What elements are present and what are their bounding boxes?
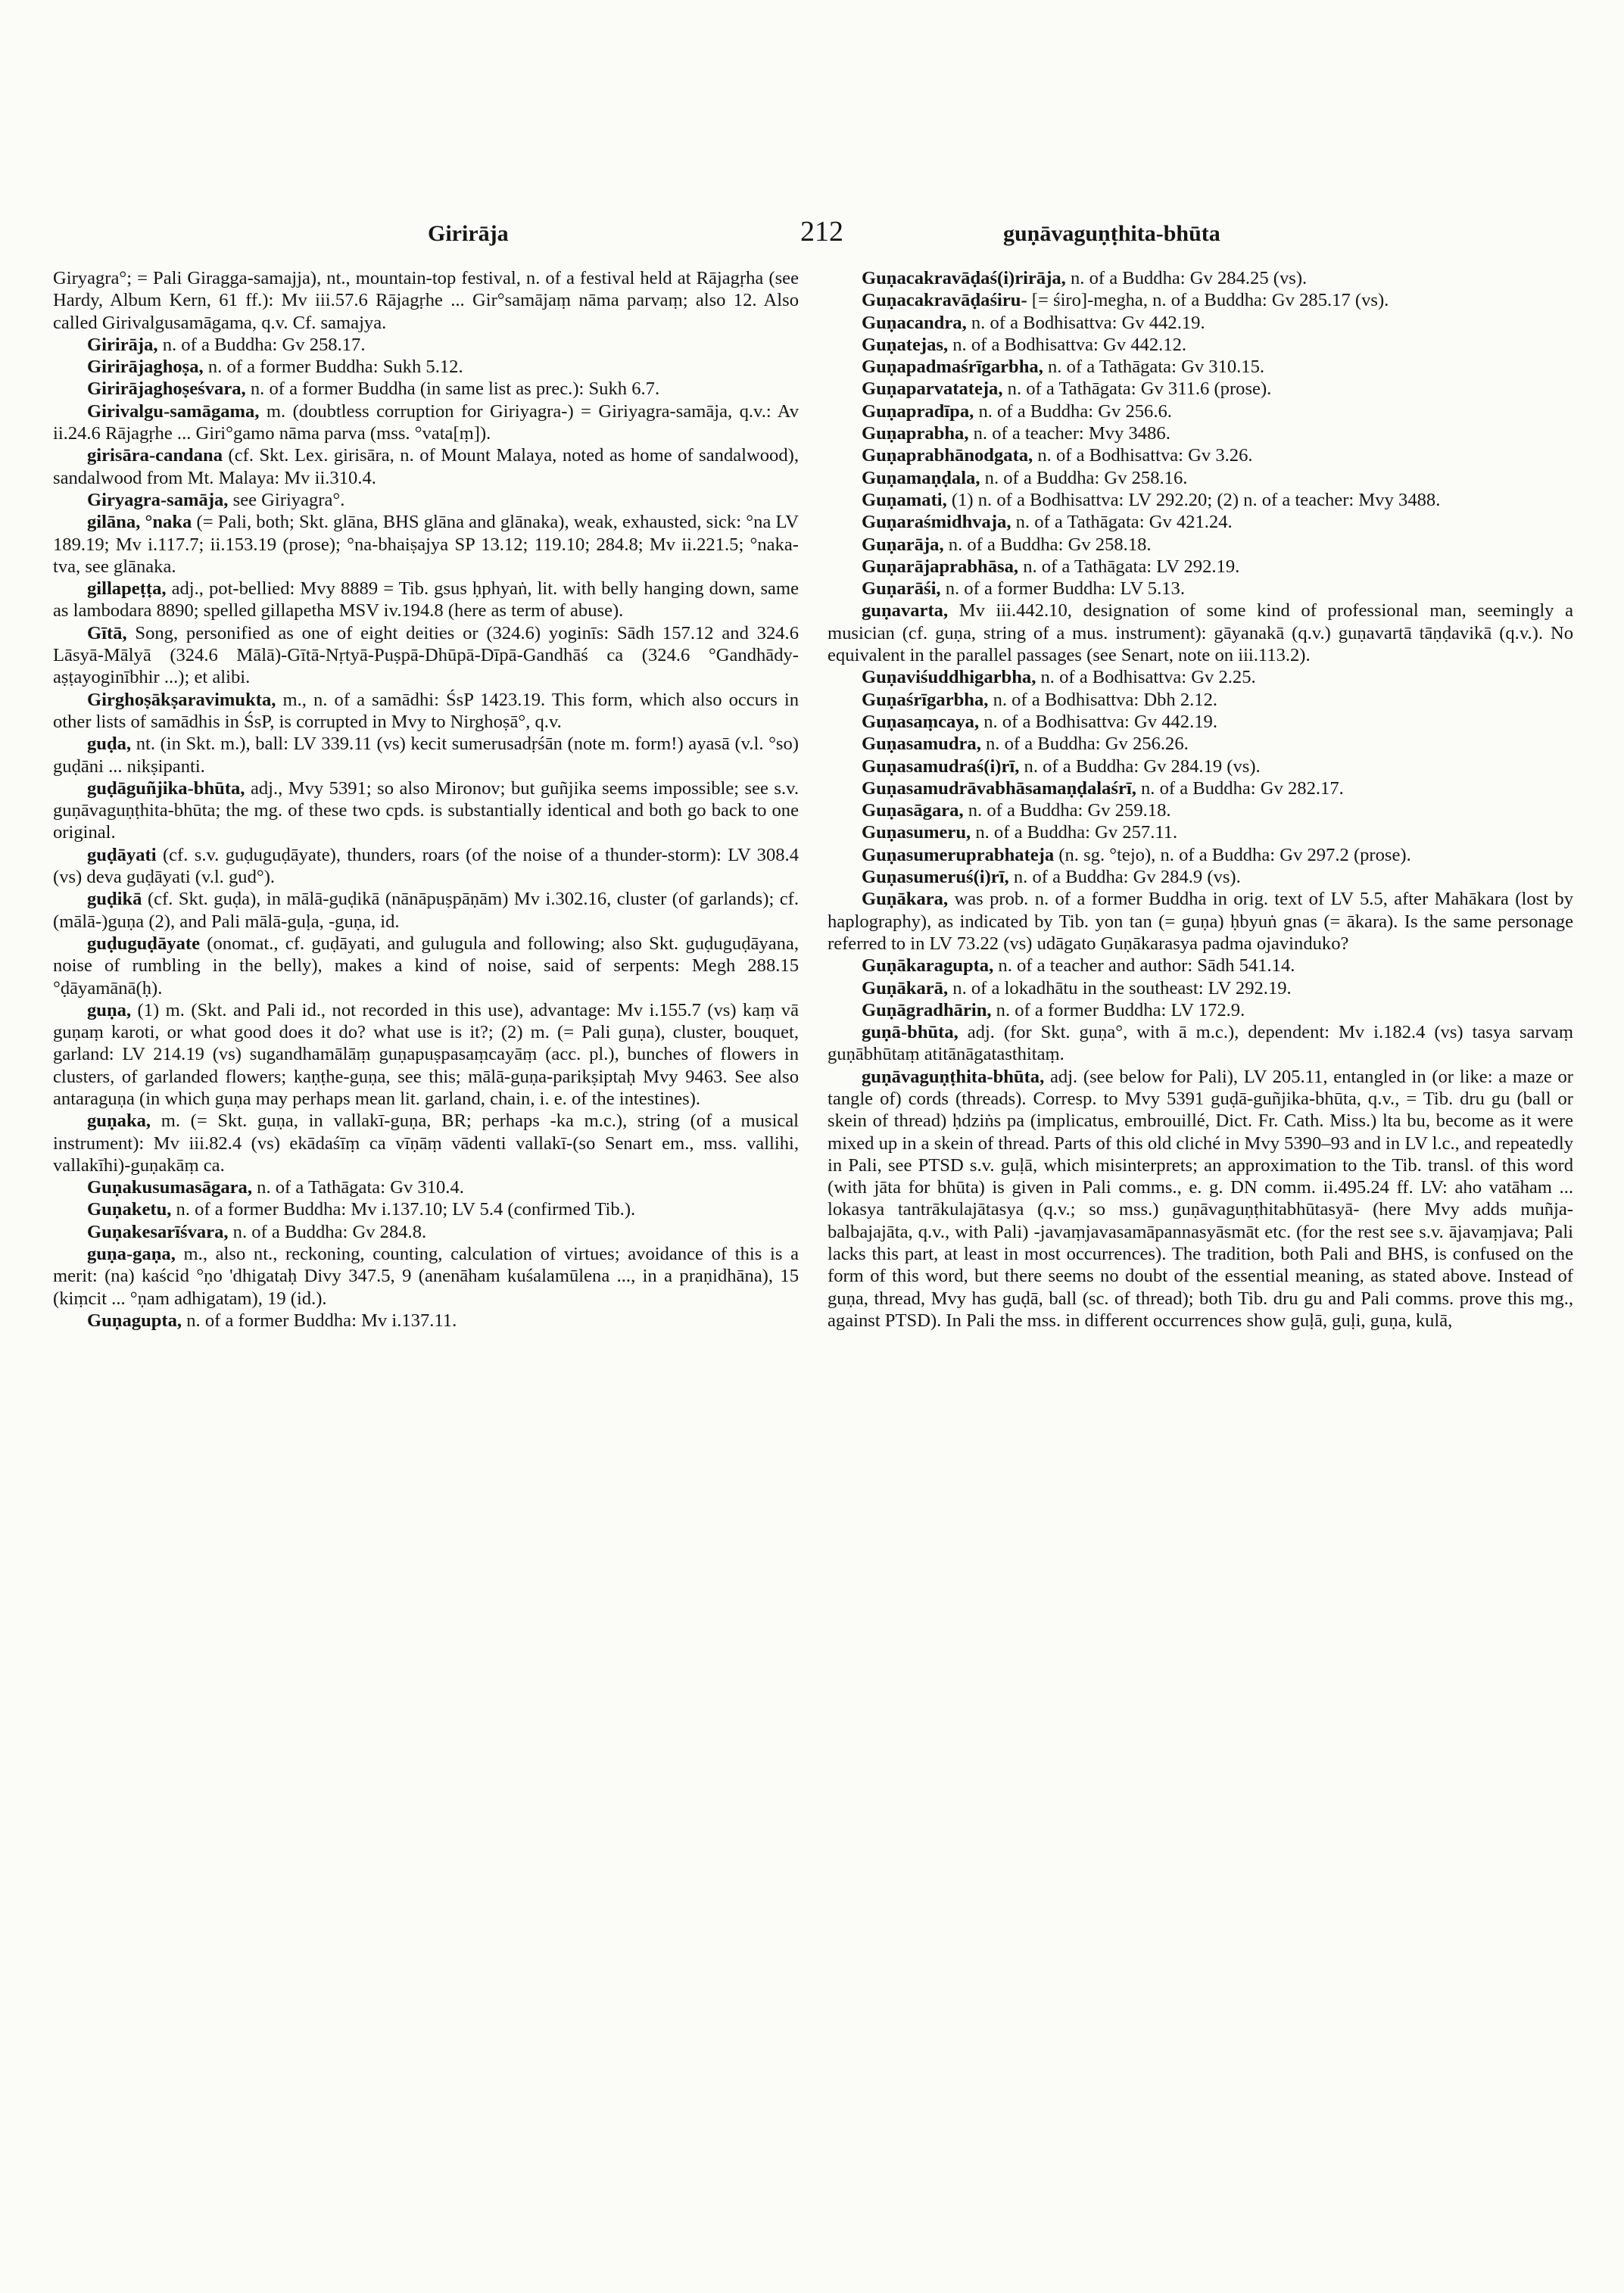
dictionary-entry [828,489,1573,511]
entry-headword: Guṇasāgara, [862,800,964,821]
dictionary-entry [828,821,1573,843]
entry-headword: guṇa, [87,999,132,1020]
entry-definition: n. of a Bodhisattva: Gv 442.19. [979,711,1217,732]
entry-headword: Guṇasamudra, [862,734,981,755]
entry-definition: nt. (in Skt. m.), ball: LV 339.11 (vs) kecit sumerusadṛśān (note m. form!) ayasā (v.l. °so) guḍāni ... nikṣipanti. [53,734,799,777]
entry-definition: adj., Mvy 5391; so also Mironov; but guñjika seems impossible; see s.v. guṇāvaguṇṭhita-bhūta; the mg. of these two cpds. is substantially identical and both go back to one original. [53,777,799,843]
entry-definition: adj., pot-bellied: Mvy 8889 = Tib. gsus ḥphyaṅ, lit. with belly hanging down, same as lambodara 8890; spelled gillapetha MSV iv.194.8 (here as term of abuse). [53,578,799,622]
entry-headword: Guṇaraśmidhvaja, [862,512,1011,533]
entry-headword: guḍāyati [87,844,157,865]
entry-definition: adj. (for Skt. guṇa°, with ā m.c.), dependent: Mv i.182.4 (vs) tasya sarvaṃ guṇābhūtaṃ atitānāgatasthitaṃ. [828,1022,1573,1065]
entry-headword: guḍāguñjika-bhūta, [87,777,245,799]
entry-definition: (cf. Skt. guḍa), in mālā-guḍikā (nānāpuṣpāṇām) Mv i.302.16, cluster (of garlands); cf. (mālā-)guṇa (2), and Pali mālā-guḷa, -guṇa, id. [53,889,799,932]
entry-definition: n. of a former Buddha: Sukh 5.12. [203,357,463,378]
entry-headword: guḍuguḍāyate [87,933,200,954]
entry-definition: n. of a Buddha: Gv 258.18. [943,534,1152,555]
entry-definition: n. of a Buddha: Gv 259.18. [963,800,1171,821]
entry-headword: Guṇasumeru, [862,822,971,843]
dictionary-entry [828,444,1573,466]
dictionary-entry [828,777,1573,799]
entry-definition: n. of a Buddha: Gv 258.16. [980,467,1188,488]
dictionary-entry [828,1066,1573,1332]
dictionary-entry [53,267,799,334]
right-guide-word: guṇāvaguṇṭhita-bhūta [1003,221,1220,246]
dictionary-entry [828,289,1573,311]
entry-headword: Guṇaprabha, [862,423,969,444]
entry-headword: Girirājaghoṣeśvara, [87,379,246,400]
entry-headword: Guṇamaṇḍala, [862,467,980,488]
dictionary-entry [828,467,1573,489]
entry-headword: Girirāja, [87,334,158,355]
entry-definition: n. of a Bodhisattva: Gv 442.12. [948,334,1187,355]
entry-headword: Gītā, [87,622,127,643]
entry-definition: n. of a lokadhātu in the southeast: LV 292.19. [948,977,1292,999]
entry-definition: (cf. Skt. Lex. girisāra, n. of Mount Malaya, noted as home of sandalwood), sandalwood from Mt. Malaya: Mv ii.310.4. [53,445,799,488]
entry-headword: guṇāvaguṇṭhita-bhūta, [862,1066,1045,1087]
dictionary-entry [53,1221,799,1243]
entry-headword: guṇa-gaṇa, [87,1244,176,1265]
entry-definition: n. of a Buddha: Gv 257.11. [971,822,1178,843]
dictionary-entry [828,866,1573,888]
entry-headword: Guṇasamudraś(i)rī, [862,756,1020,777]
entry-definition: n. of a Buddha: Gv 284.25 (vs). [1065,268,1308,288]
dictionary-entry [828,689,1573,711]
dictionary-entry [828,312,1573,334]
entry-definition: n. of a Buddha: Gv 284.9 (vs). [1008,867,1241,888]
entry-definition: n. of a Bodhisattva: Gv 2.25. [1036,667,1256,688]
entry-definition: (onomat., cf. guḍāyati, and gulugula and following; also Skt. guḍuguḍāyana, noise of rumbling in the belly), makes a kind of noise, said of serpents: Megh 288.15 °ḍāyamānā(ḥ). [53,933,799,999]
entry-headword: Guṇākarā, [862,977,949,999]
entry-headword: Guṇarāśi, [862,578,941,600]
entry-headword: Guṇākaragupta, [862,955,994,977]
dictionary-entry [828,534,1573,556]
entry-definition: (n. sg. °tejo), n. of a Buddha: Gv 297.2 (prose). [1054,844,1411,865]
dictionary-entry [828,666,1573,688]
entry-definition: n. of a Buddha: Gv 258.17. [157,334,366,355]
entry-definition: m. (= Skt. guṇa, in vallakī-guṇa, BR; perhaps -ka m.c.), string (of a musical instrument): Mv iii.82.4 (vs) ekādaśīṃ ca vīṇāṃ vādenti vallakī-(so Senart em., mss. vallihi, vallakīhi)-guṇakāṃ ca. [53,1111,799,1176]
entry-definition: was prob. n. of a former Buddha in orig. text of LV 5.5, after Mahākara (lost by haplography), as indicated by Tib. yon tan (= guṇa) ḥbyuṅ gnas (= ākara). Is the same personage referred to in LV 73.22 (vs) udāgato Guṇākarasya padma ojavinduko? [828,889,1573,954]
entry-definition: (= Pali, both; Skt. glāna, BHS glāna and glānaka), weak, exhausted, sick: °na LV 189.19; Mv i.117.7; ii.153.19 (prose); °na-bhaiṣajya SP 13.12; 119.10; 284.8; Mv ii.221.5; °naka-tva, see glānaka. [53,512,799,577]
dictionary-entry [828,799,1573,821]
dictionary-entry [828,267,1573,289]
entry-definition: see Giriyagra°. [228,489,345,510]
entry-headword: Guṇakesarīśvara, [87,1221,229,1242]
dictionary-entry [53,356,799,378]
entry-headword: Guṇaśrīgarbha, [862,689,989,710]
dictionary-entry [828,400,1573,422]
dictionary-entry [828,756,1573,777]
entry-headword: Guṇakusumasāgara, [87,1177,252,1198]
entry-headword: Guṇasumeruprabhateja [862,844,1055,865]
entry-definition: n. of a Tathāgata: Gv 310.15. [1043,357,1265,378]
entry-headword: Guṇaprabhānodgata, [862,445,1033,466]
entry-headword: Girghoṣākṣaravimukta, [87,689,276,710]
entry-definition: n. of a Buddha: Gv 256.6. [974,400,1172,422]
dictionary-entry [53,1176,799,1198]
entry-definition: m., n. of a samādhi: ŚsP 1423.19. This form, which also occurs in other lists of samādhis in ŚsP, is corrupted in Mvy to Nirghoṣā°, q.v. [53,689,799,732]
entry-headword: gillapeṭṭa, [87,578,167,600]
dictionary-entry [828,556,1573,578]
entry-headword: guḍikā [87,889,142,910]
entry-definition: n. of a Tathāgata: Gv 311.6 (prose). [1002,379,1272,400]
entry-headword: Guṇapradīpa, [862,400,974,422]
entry-definition: n. of a teacher: Mvy 3486. [968,423,1170,444]
dictionary-entry [53,1198,799,1220]
entry-definition: n. of a Tathāgata: Gv 421.24. [1011,512,1233,533]
right-column [828,267,1573,1332]
dictionary-entry [53,444,799,489]
entry-definition: m., also nt., reckoning, counting, calculation of virtues; avoidance of this is a merit: (na) kaścid °ṇo 'dhigataḥ Divy 347.5, 9 (anenāham kuśalamūlena ..., in a praṇidhāna), 15 (kiṃcit ... °ṇam adhigatam), 19 (id.). [53,1244,799,1309]
page-number: 212 [800,216,843,248]
entry-definition: adj. (see below for Pali), LV 205.11, entangled in (or like: a maze or tangle of) cords (threads). Corresp. to Mvy 5391 guḍā-guñjika-bhūta, q.v., = Tib. dru gu (ball or skein of thread) ḥdziṅs pa (implicatus, embrouillé, Dict. Fr. Cath. Miss.) lta bu, become as it were mixed up in a skein of thread. Parts of this old cliché in Mvy 5390–93 and in LV l.c., and repeatedly in Pali, see PTSD s.v. guḷā, which misinterprets; an approximation to the Tib. transl. of this word (with jāta for bhūta) is given in Pali comms., e. g. DN comm. ii.495.24 ff. LV: aho vatāham ... lokasya tantrākulajātasya (q.v.; so mss.) guṇāvaguṇṭhitabhūtasyā- (here Mvy adds muñja-balbajajāta, q.v., with Pali) -javaṃjavasamāpannasyāsmāt etc. (for the rest see s.v. ājavaṃjava; Pali lacks this part, at least in most occurrences). The tradition, both Pali and BHS, is confused on the form of this word, but there seems no doubt of the essential meaning, as stated above. Instead of guṇa, thread, Mvy has guḍā, ball (sc. of thread); both Tib. dru gu and Pali comms. prove this mg., against PTSD). In Pali the mss. in different occurrences show guḷā, guḷi, guṇa, kulā, [828,1066,1573,1331]
entry-definition: (1) m. (Skt. and Pali id., not recorded in this use), advantage: Mv i.155.7 (vs) kaṃ vā guṇaṃ karoti, or what good does it do? what use is it?; (2) m. (= Pali guṇa), cluster, bouquet, garland: LV 214.19 (vs) sugandhamālāṃ guṇapuṣpasaṃcayāṃ (acc. pl.), bunches of flowers in clusters, of garlanded flowers; kaṇṭhe-guṇa, see this; mālā-guṇa-parikṣiptaḥ Mvy 9463. See also antaraguṇa (in which guṇa may perhaps mean lit. garland, chain, i. e. of the intestines). [53,999,799,1109]
dictionary-entry [828,378,1573,400]
dictionary-entry [53,933,799,999]
entry-definition: n. of a Bodhisattva: Gv 442.19. [966,312,1205,333]
entry-headword: Guṇaketu, [87,1199,172,1220]
dictionary-entry [53,489,799,511]
entry-definition: n. of a former Buddha: LV 5.13. [940,578,1185,600]
dictionary-entry [828,1021,1573,1066]
entry-definition: [= śiro]-megha, n. of a Buddha: Gv 285.17 (vs). [1027,290,1389,311]
entry-headword: girisāra-candana [87,445,223,466]
dictionary-entry [828,844,1573,866]
dictionary-entry [53,378,799,400]
entry-definition: n. of a Bodhisattva: Gv 3.26. [1033,445,1253,466]
entry-headword: Guṇaviśuddhigarbha, [862,667,1036,688]
entry-headword: Giryagra-samāja, [87,489,229,510]
entry-headword: Guṇamati, [862,489,947,510]
entry-definition: n. of a teacher and author: Sādh 541.14. [993,955,1295,977]
entry-headword: Guṇatejas, [862,334,949,355]
entry-definition: m. (doubtless corruption for Giriyagra-) = Giriyagra-samāja, q.v.: Av ii.24.6 Rājagṛhe ... Giri°gamo nāma parva (mss. °vata[ṃ]). [53,400,799,444]
dictionary-entry [53,1310,799,1332]
entry-headword: Guṇarāja, [862,534,944,555]
entry-headword: Guṇacakravāḍaś(i)rirāja, [862,268,1066,288]
entry-headword: guḍa, [87,734,132,755]
entry-headword: Guṇasamudrāvabhāsamaṇḍalaśrī, [862,777,1136,799]
left-guide-word: Girirāja [428,221,509,246]
dictionary-entry [53,689,799,734]
entry-headword: gilāna, °naka [87,512,192,533]
entry-headword: guṇavarta, [862,600,949,622]
dictionary-entry [828,711,1573,733]
entry-definition: n. of a Tathāgata: LV 292.19. [1018,556,1240,577]
entry-headword: Guṇacakravāḍaśiru- [862,290,1027,311]
entry-definition: n. of a Bodhisattva: Dbh 2.12. [988,689,1218,710]
dictionary-entry [53,844,799,889]
entry-headword: Guṇasaṃcaya, [862,711,980,732]
entry-definition: Giryagra°; = Pali Giragga-samajja), nt., mountain-top festival, n. of a festival held at Rājagṛha (see Hardy, Album Kern, 61 ff.): Mv iii.57.6 Rājagṛhe ... Gir°samājaṃ nāma parvaṃ; also 12. Also called Girivalgusamāgama, q.v. Cf. samajya. [53,268,799,333]
entry-headword: Girivalgu-samāgama, [87,400,260,422]
dictionary-entry [828,977,1573,999]
dictionary-entry [53,1110,799,1176]
entry-definition: n. of a Buddha: Gv 282.17. [1136,777,1344,799]
dictionary-entry [828,999,1573,1021]
dictionary-entry [53,999,799,1110]
entry-definition: n. of a former Buddha: Mv i.137.10; LV 5.4 (confirmed Tib.). [171,1199,636,1220]
dictionary-entry [828,334,1573,356]
entry-definition: n. of a Buddha: Gv 284.19 (vs). [1019,756,1261,777]
entry-headword: Guṇaparvatateja, [862,379,1003,400]
dictionary-entry [828,511,1573,533]
entry-headword: Guṇarājaprabhāsa, [862,556,1019,577]
dictionary-entry [53,888,799,933]
entry-headword: Guṇacandra, [862,312,967,333]
entry-headword: Guṇākara, [862,889,949,910]
dictionary-entry [828,356,1573,378]
dictionary-entry [828,733,1573,755]
dictionary-entry [828,888,1573,955]
entry-headword: Guṇasumeruś(i)rī, [862,867,1009,888]
dictionary-entry [53,622,799,689]
dictionary-entry [53,733,799,777]
entry-definition: n. of a former Buddha: Mv i.137.11. [182,1310,457,1331]
entry-headword: Guṇāgradhārin, [862,999,992,1020]
dictionary-entry [53,334,799,356]
dictionary-entry [53,1243,799,1310]
left-column [53,267,799,1332]
entry-headword: Girirājaghoṣa, [87,357,204,378]
entry-definition: (cf. s.v. guḍuguḍāyate), thunders, roars (of the noise of a thunder-storm): LV 308.4 (vs) deva guḍāyati (v.l. gud°). [53,844,799,888]
dictionary-entry [828,422,1573,444]
dictionary-entry [828,600,1573,666]
dictionary-entry [53,400,799,445]
entry-definition: n. of a Buddha: Gv 284.8. [228,1221,427,1242]
entry-definition: n. of a Tathāgata: Gv 310.4. [252,1177,464,1198]
entry-definition: n. of a former Buddha (in same list as prec.): Sukh 6.7. [245,379,660,400]
running-head [428,216,1624,259]
entry-definition: n. of a Buddha: Gv 256.26. [980,734,1189,755]
entry-definition: Mv iii.442.10, designation of some kind of professional man, seemingly a musician (cf. guṇa, string of a mus. instrument): gāyanakā (q.v.) guṇavartā tāṇḍavikā (q.v.). No equivalent in the parallel passages (see Senart, note on iii.113.2). [828,600,1573,666]
entry-definition: Song, personified as one of eight deities or (324.6) yoginīs: Sādh 157.12 and 324.6 Lāsyā-Mālyā (324.6 Mālā)-Gītā-Nṛtyā-Puṣpā-Dhūpā-Dīpā-Gandhāś ca (324.6 °Gandhādy-aṣṭayoginībhir ...); et alibi. [53,622,799,688]
entry-definition: n. of a former Buddha: LV 172.9. [991,999,1245,1020]
dictionary-entry [828,578,1573,600]
entry-headword: guṇā-bhūta, [862,1022,959,1043]
entry-headword: Guṇapadmaśrīgarbha, [862,357,1043,378]
entry-headword: guṇaka, [87,1111,151,1132]
dictionary-entry [828,955,1573,977]
entry-headword: Guṇagupta, [87,1310,182,1331]
dictionary-entry [53,777,799,844]
dictionary-entry [53,511,799,578]
dictionary-entry [53,578,799,622]
entry-definition: (1) n. of a Bodhisattva: LV 292.20; (2) n. of a teacher: Mvy 3488. [946,489,1441,510]
